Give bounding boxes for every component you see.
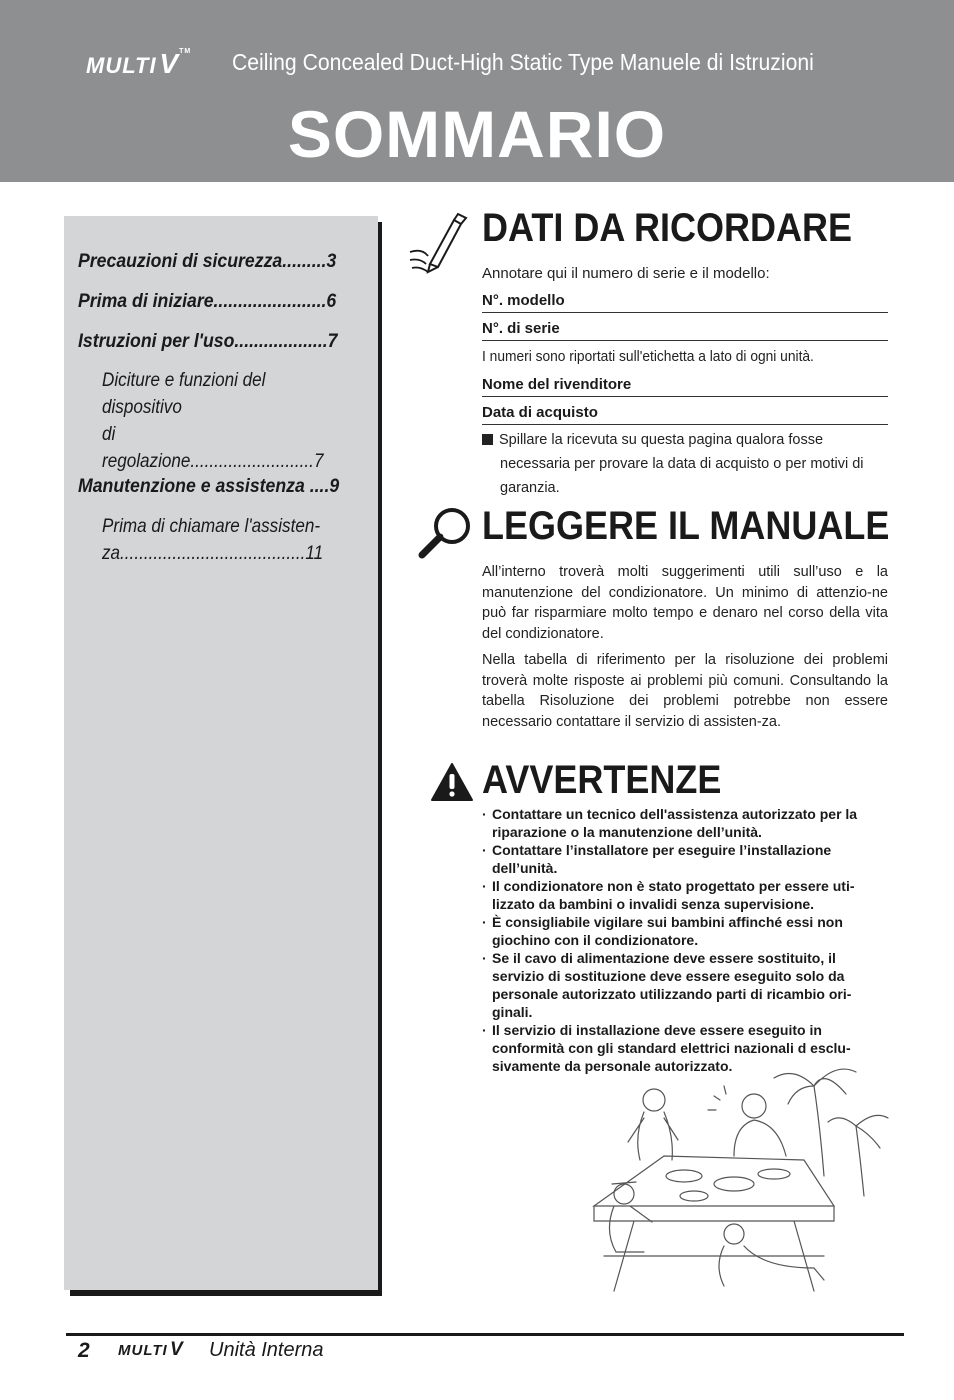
leggere-paragraph-2: Nella tabella di riferimento per la risoluzione dei problemi troverà molte risposte ai problemi più comuni. Consultando la tabella Risoluzione dei problemi potrebbe non essere necessario contattare il servizio di assisten-za. [482, 652, 888, 730]
toc-subentry-prima-di-chiamare[interactable]: Prima di chiamare l'assisten- za.......................................11 [102, 516, 324, 564]
footer-label: Unità Interna [209, 1339, 324, 1361]
dealer-field-label: Nome del rivenditore [482, 376, 888, 397]
receipt-note: Spillare la ricevuta su questa pagina qualora fosse necessaria per provare la data di acquisto o per motivi di garanzia. [482, 428, 888, 500]
list-item: · Il condizionatore non è stato progettato per essere uti-lizzato da bambini o invalidi senza supervisione. [482, 877, 890, 913]
dati-intro: Annotare qui il numero di serie e il modello: [482, 265, 770, 282]
toc-entry-prima-di-iniziare[interactable]: Prima di iniziare.......................6 [78, 291, 337, 312]
manual-subtitle: Ceiling Concealed Duct-High Static Type Manuele di Istruzioni [232, 49, 814, 75]
section-title-leggere: LEGGERE IL MANUALE [482, 504, 890, 548]
toc-entry-precauzioni[interactable]: Precauzioni di sicurezza.........3 [78, 251, 337, 272]
magnifier-icon [416, 506, 476, 562]
serial-note: I numeri sono riportati sull'etichetta a lato di ogni unità. [482, 349, 814, 365]
toc-subentry-diciture[interactable]: Diciture e funzioni del dispositivo di regolazione..........................7 [102, 370, 324, 472]
picnic-illustration [574, 1056, 894, 1296]
square-bullet-icon [482, 434, 493, 445]
page-title: SOMMARIO [287, 97, 667, 171]
footer-divider [66, 1333, 904, 1336]
list-item: · Se il cavo di alimentazione deve essere sostituito, il servizio di sostituzione deve essere eseguito solo da personale autorizzato utilizzando parti di ricambio ori-ginali. [482, 949, 890, 1021]
header-banner [0, 0, 954, 182]
table-of-contents [64, 216, 378, 1290]
section-title-avvertenze: AVVERTENZE [482, 758, 722, 802]
brand-logo: MULTI V™ [86, 48, 192, 79]
purchase-date-field-label: Data di acquisto [482, 404, 888, 425]
pen-writing-icon [408, 212, 478, 274]
model-field-label: N°. modello [482, 292, 888, 313]
toc-entry-manutenzione[interactable]: Manutenzione e assistenza ....9 [78, 476, 340, 497]
page-number: 2 [78, 1339, 90, 1362]
warning-icon [430, 762, 474, 802]
serial-field-label: N°. di serie [482, 320, 888, 341]
list-item: · Il servizio di installazione deve essere eseguito in conformità con gli standard elettrici nazionali d esclu-sivamente da personale autorizzato. [482, 1021, 890, 1075]
warnings-list [482, 805, 890, 1075]
section-title-dati: DATI DA RICORDARE [482, 206, 852, 250]
list-item: · Contattare l’installatore per eseguire l’installazione dell’unità. [482, 841, 890, 877]
toc-entry-istruzioni[interactable]: Istruzioni per l'uso...................7 [78, 331, 338, 352]
footer-brand-logo: MULTI V [118, 1339, 184, 1360]
list-item: · È consigliabile vigilare sui bambini affinché essi non giochino con il condizionatore. [482, 913, 890, 949]
leggere-paragraph-1: All’interno troverà molti suggerimenti utili sull’uso e la manutenzione del condizionatore. Un minimo di attenzio-ne può far risparmiare molto tempo e denaro nel corso della vita del condizionatore. [482, 564, 888, 642]
list-item: · Contattare un tecnico dell'assistenza autorizzato per la riparazione o la manutenzione dell’unità. [482, 805, 890, 841]
